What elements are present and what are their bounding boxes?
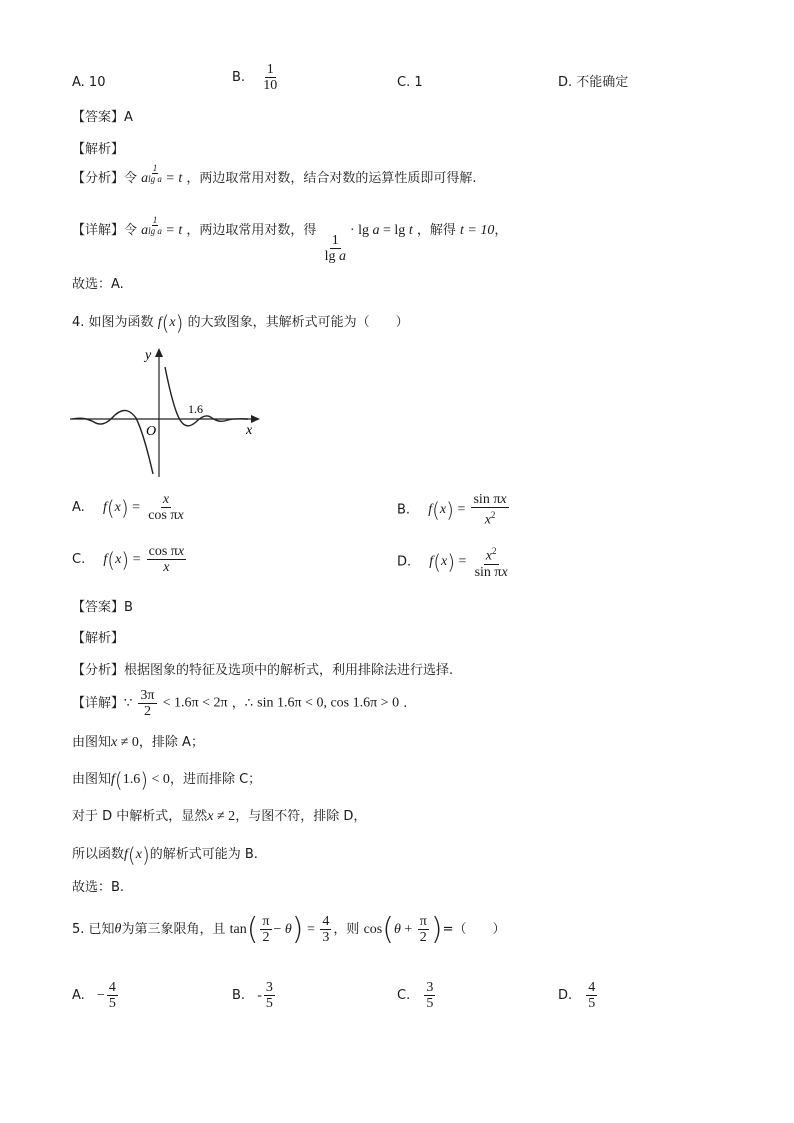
q4-function-graph bbox=[70, 342, 270, 482]
q3-xiangjie-tail: ，解得 bbox=[416, 223, 456, 238]
q3-fenxi-formula: a $\frac{1}{\text{lg a}}$ = t bbox=[141, 163, 183, 186]
graph-x-arrow bbox=[251, 415, 260, 423]
q4-xiangjie-end: . bbox=[403, 696, 408, 711]
q5-stem-prefix: 5. 已知 bbox=[72, 922, 115, 937]
q4-stem-function: f(x) bbox=[157, 311, 184, 335]
q4-line2-formula: f(1.6) < 0 bbox=[111, 768, 170, 792]
q5-stem-mid1: 为第三象限角，且 bbox=[121, 922, 226, 937]
q4-line3-formula: x ≠ 2 bbox=[207, 809, 236, 824]
q5-option-c-value: $\frac{3}{5}$ bbox=[426, 980, 434, 1011]
q5-stem-suffix: =（ ） bbox=[442, 922, 506, 937]
q5-option-a-label: A. bbox=[72, 988, 85, 1003]
q5-cos-formula: cos(θ + $\frac{\pi}{2}$ ) bbox=[363, 911, 443, 947]
q4-line1-suffix: ，排除 A； bbox=[138, 735, 204, 750]
q4-xiangjie-tail: sin 1.6π < 0, cos 1.6π > 0 bbox=[257, 695, 400, 711]
q5-tan-formula: tan( $\frac{\pi}{2}$ − θ) = $\frac{4}{3}$ bbox=[229, 911, 330, 947]
q5-option-a-value: − $\frac{4}{5}$ bbox=[96, 980, 116, 1011]
q4-line3-suffix: ，与图不符，排除 D， bbox=[235, 809, 367, 824]
q3-option-b[interactable] bbox=[232, 62, 281, 93]
q4-line1-formula: x ≠ 0 bbox=[111, 735, 139, 750]
q4-guxuan: 故选：B. bbox=[72, 880, 125, 895]
graph-curve-right bbox=[165, 367, 248, 426]
q5-option-c-label: C. bbox=[397, 988, 411, 1003]
q5-option-a[interactable] bbox=[72, 980, 120, 1011]
q5-option-b[interactable] bbox=[232, 980, 277, 1011]
q4-option-c-formula: f(x) = bbox=[103, 547, 141, 572]
q5-option-d-label: D. bbox=[558, 988, 573, 1003]
q5-option-d[interactable] bbox=[558, 980, 599, 1011]
q5-theta: θ bbox=[114, 921, 122, 937]
q4-xiangjie-so: ，∴ bbox=[231, 696, 253, 711]
q3-xiangjie-fraction: $\frac{1}{\text{lg a}}$ bbox=[324, 233, 346, 264]
graph-y-label: y bbox=[145, 348, 152, 363]
graph-mark-label: 1.6 bbox=[188, 402, 203, 416]
q5-stem-mid2: ，则 bbox=[333, 922, 360, 937]
q4-line4-prefix: 所以函数 bbox=[72, 847, 125, 863]
q4-option-b-formula: f(x) = bbox=[428, 497, 466, 522]
q4-fenxi: 【分析】根据图象的特征及选项中的解析式，利用排除法进行选择. bbox=[72, 663, 454, 678]
q4-option-a-label: A. bbox=[72, 500, 85, 515]
q3-option-b-fraction bbox=[261, 62, 279, 93]
q4-option-c[interactable]: C. f(x) = $\frac{\text{cos πx}}{x}$ bbox=[72, 544, 185, 575]
q4-stem-suffix: 的大致图象，其解析式可能为（ ） bbox=[187, 315, 409, 331]
q4-xiangjie-ineq: < 1.6π < 2π bbox=[162, 695, 228, 711]
q4-option-d-formula: f(x) = bbox=[429, 549, 467, 574]
q3-xiangjie-end: ， bbox=[494, 223, 508, 238]
q4-line4-formula: f(x) bbox=[124, 843, 150, 867]
q4-line2 bbox=[72, 770, 261, 790]
q5-option-b-label: B. bbox=[232, 988, 246, 1003]
q3-option-a[interactable]: A. 10 bbox=[72, 75, 106, 90]
q3-option-b-label: B. bbox=[232, 70, 246, 85]
q3-option-b-denominator: 10 bbox=[263, 78, 278, 93]
q3-xiangjie-result: t = 10 bbox=[460, 223, 495, 238]
q4-line4 bbox=[72, 845, 258, 865]
q3-jiexi-heading: 【解析】 bbox=[72, 142, 125, 157]
q3-option-b-numerator: 1 bbox=[266, 62, 274, 77]
q3-option-c[interactable]: C. 1 bbox=[397, 75, 423, 90]
q4-stem-prefix: 4. 如图为函数 bbox=[72, 315, 154, 331]
q3-xiangjie-prefix: 【详解】令 bbox=[72, 223, 138, 238]
q3-option-d[interactable]: D. 不能确定 bbox=[558, 75, 629, 90]
q4-line2-prefix: 由图知 bbox=[72, 772, 112, 788]
q3-guxuan: 故选：A. bbox=[72, 277, 124, 292]
q4-option-a[interactable]: A. f(x) = $\frac{x}{\text{cos πx}}$ bbox=[72, 492, 184, 523]
q5-option-d-value: $\frac{4}{5}$ bbox=[588, 980, 596, 1011]
q4-option-b[interactable]: B. f(x) = $\frac{\text{sin πx}}{x^2}$ bbox=[397, 492, 507, 528]
graph-x-label: x bbox=[246, 423, 253, 438]
graph-origin-label: O bbox=[146, 424, 157, 439]
q5-stem bbox=[72, 911, 506, 947]
q4-line1-prefix: 由图知 bbox=[72, 735, 112, 750]
q4-line3-prefix: 对于 D 中解析式，显然 bbox=[72, 809, 208, 824]
q4-xiangjie-fraction: $\frac{3\pi}{2}$ bbox=[140, 688, 155, 719]
q4-jiexi-heading: 【解析】 bbox=[72, 631, 125, 646]
q3-xiangjie bbox=[72, 215, 508, 264]
q3-fenxi-suffix: ，两边取常用对数，结合对数的运算性质即可得解. bbox=[186, 171, 477, 186]
q3-fenxi-prefix: 【分析】令 bbox=[72, 171, 138, 186]
q3-xiangjie-formula2: · lg a = lg t bbox=[349, 223, 413, 238]
q4-option-a-formula: f(x) = bbox=[102, 495, 141, 520]
q4-option-d[interactable]: D. f(x) = $\frac{x^2}{\text{sin πx}}$ bbox=[397, 546, 508, 580]
q4-answer: 【答案】B bbox=[72, 600, 133, 615]
q4-option-d-label: D. bbox=[397, 554, 412, 570]
graph-y-arrow bbox=[155, 348, 163, 357]
q5-option-b-value: - $\frac{3}{5}$ bbox=[257, 980, 273, 1011]
q4-option-c-label: C. bbox=[72, 552, 86, 567]
q3-xiangjie-mid: ，两边取常用对数，得 bbox=[186, 223, 317, 238]
q4-line3 bbox=[72, 810, 366, 824]
q4-xiangjie-prefix: 【详解】∵ bbox=[72, 696, 133, 711]
q4-option-b-label: B. bbox=[397, 502, 411, 518]
graph-curve-left bbox=[72, 410, 153, 474]
q5-option-c[interactable] bbox=[397, 980, 437, 1011]
q3-xiangjie-formula1: a $\frac{1}{\text{lg a}}$ = t bbox=[141, 215, 183, 238]
q3-answer: 【答案】A bbox=[72, 110, 133, 125]
q4-line1 bbox=[72, 736, 204, 750]
q3-fenxi bbox=[72, 163, 477, 193]
q4-stem bbox=[72, 313, 409, 333]
q4-xiangjie bbox=[72, 688, 407, 719]
q4-line2-suffix: ，进而排除 C； bbox=[169, 772, 262, 788]
q4-line4-suffix: 的解析式可能为 B. bbox=[149, 847, 258, 863]
